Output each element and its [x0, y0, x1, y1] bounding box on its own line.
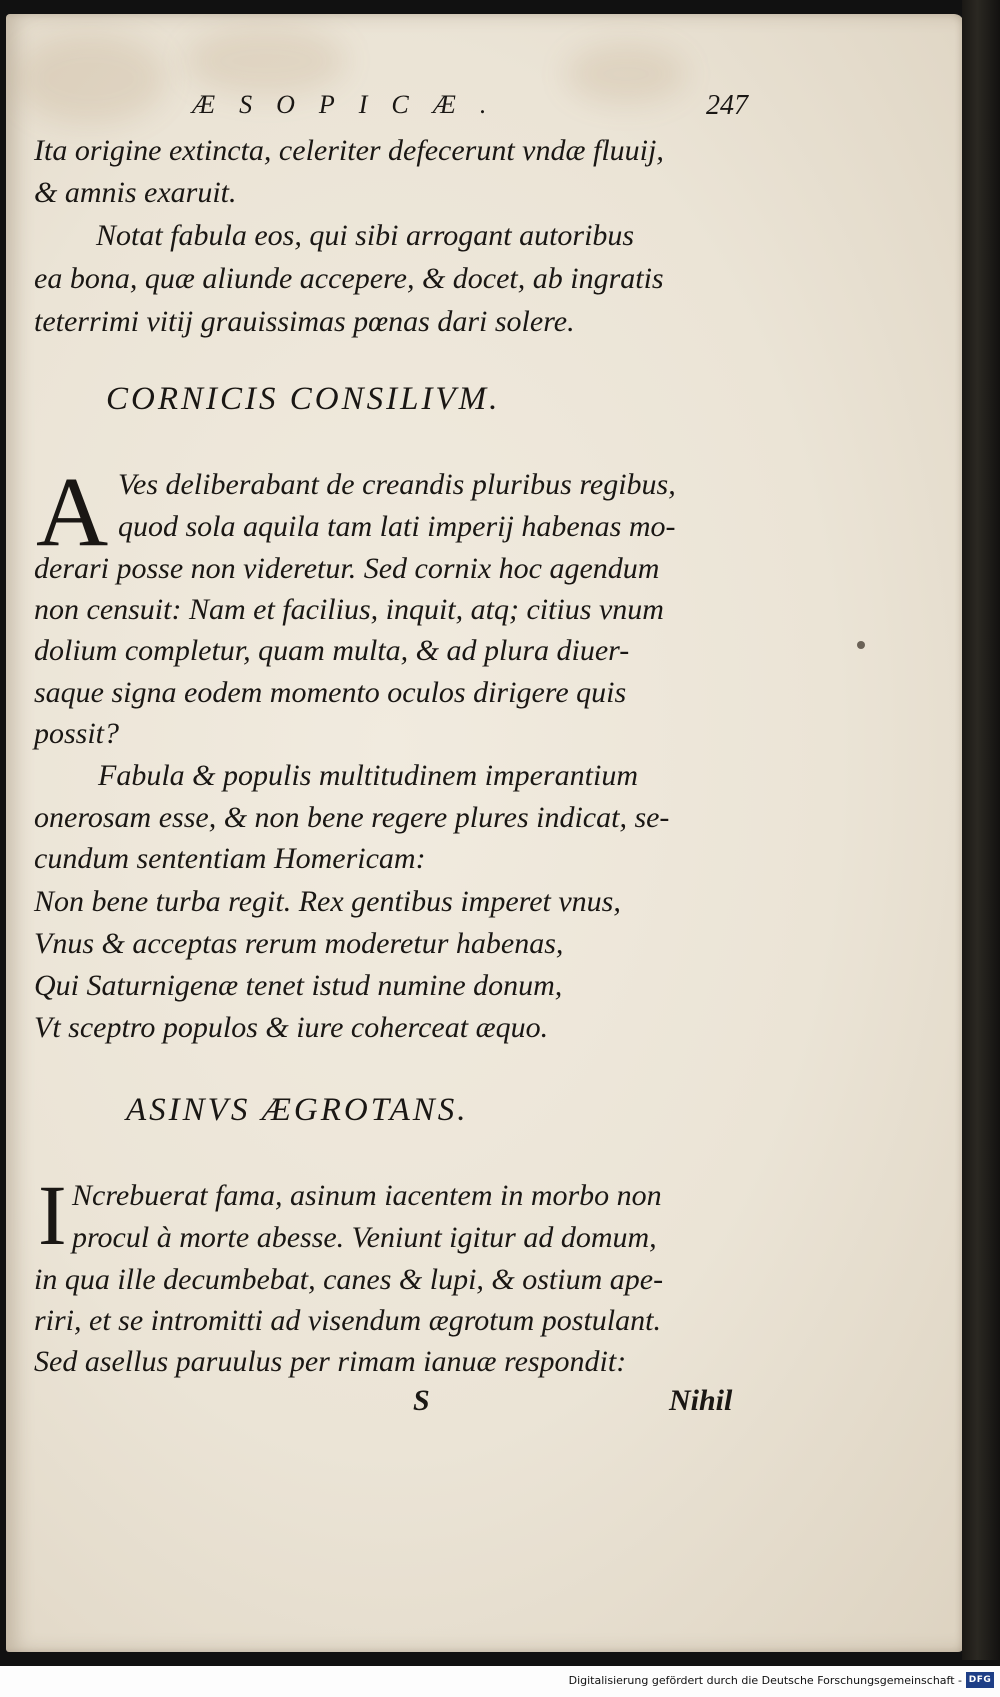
- fable-title: ASINVS ÆGROTANS.: [126, 1092, 469, 1128]
- signature-mark: S: [413, 1384, 430, 1417]
- running-head: ÆSOPICÆ.: [192, 90, 511, 119]
- page-number: 247: [706, 90, 748, 121]
- text-line: non censuit: Nam et facilius, inquit, atq; citius vnum: [34, 593, 664, 626]
- book-edge: [962, 0, 1000, 1660]
- text-line: Sed asellus paruulus per rimam ianuæ respondit:: [34, 1345, 627, 1378]
- text-line: possit?: [34, 717, 120, 750]
- text-line: derari posse non videretur. Sed cornix hoc agendum: [34, 552, 660, 585]
- verse-line: Vt sceptro populos & iure coherceat æquo.: [34, 1011, 549, 1044]
- text-line: cundum sententiam Homericam:: [34, 842, 426, 875]
- text-line: procul à morte abesse. Veniunt igitur ad domum,: [72, 1221, 657, 1254]
- text-line: in qua ille decumbebat, canes & lupi, & ostium ape-: [34, 1263, 664, 1296]
- verse-line: Vnus & acceptas rerum moderetur habenas,: [34, 927, 564, 960]
- dfg-logo: DFG: [966, 1672, 994, 1688]
- text-line: saque signa eodem momento oculos dirigere quis: [34, 676, 627, 709]
- text-line: & amnis exaruit.: [34, 176, 237, 209]
- text-line: Fabula & populis multitudinem imperantium: [98, 759, 638, 792]
- text-line: Ita origine extincta, celeriter defecerunt vndæ fluuij,: [34, 134, 664, 167]
- text-line: teterrimi vitij grauissimas pœnas dari solere.: [34, 305, 575, 338]
- text-line: onerosam esse, & non bene regere plures indicat, se-: [34, 801, 670, 834]
- book-page: [6, 14, 964, 1652]
- verse-line: Qui Saturnigenæ tenet istud numine donum,: [34, 969, 563, 1002]
- text-line: riri, et se intromitti ad visendum ægrotum postulant.: [34, 1304, 661, 1337]
- fable-title: CORNICIS CONSILIVM.: [106, 381, 501, 417]
- verse-line: Non bene turba regit. Rex gentibus imperet vnus,: [34, 885, 621, 918]
- text-line: Ves deliberabant de creandis pluribus regibus,: [118, 468, 676, 501]
- page-text: [6, 14, 964, 1652]
- text-line: dolium completur, quam multa, & ad plura diuer-: [34, 634, 630, 667]
- drop-cap: A: [36, 456, 109, 567]
- text-line: Ncrebuerat fama, asinum iacentem in morbo non: [72, 1179, 662, 1212]
- text-line: ea bona, quæ aliunde accepere, & docet, ab ingratis: [34, 262, 664, 295]
- text-line: quod sola aquila tam lati imperij habenas mo-: [118, 510, 676, 543]
- footer-bar: [0, 1666, 1000, 1697]
- drop-cap: I: [38, 1167, 67, 1263]
- catchword: Nihil: [669, 1384, 733, 1417]
- footer-credit: Digitalisierung gefördert durch die Deutsche Forschungsgemeinschaft -: [568, 1674, 962, 1687]
- text-line: Notat fabula eos, qui sibi arrogant autoribus: [96, 219, 635, 252]
